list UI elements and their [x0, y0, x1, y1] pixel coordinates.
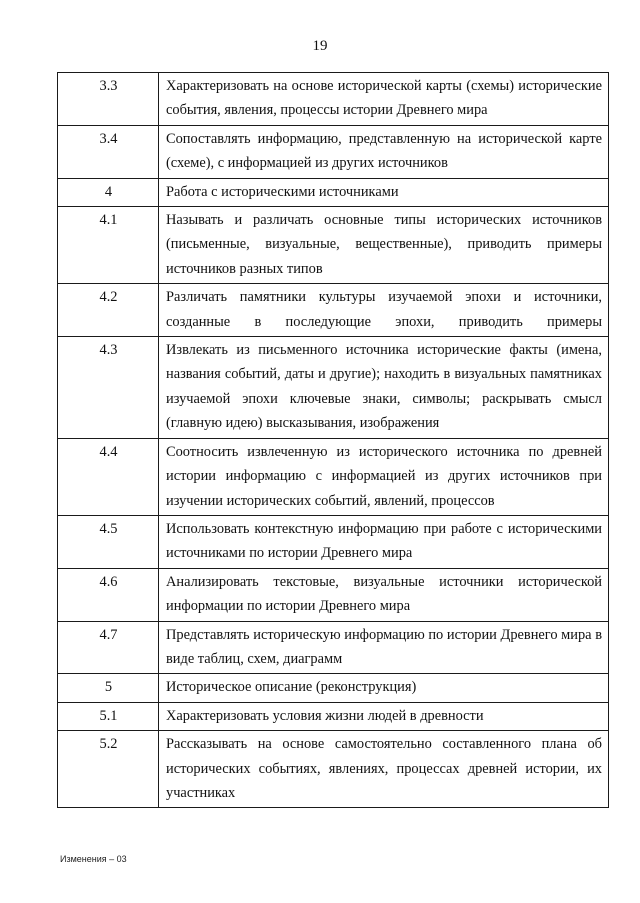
row-description: Сопоставлять информацию, представленную на исторической карте (схеме), с информацией из других источников — [159, 125, 609, 178]
row-description: Называть и различать основные типы исторических источников (письменные, визуальные, вещественные), приводить примеры источников разных типов — [159, 207, 609, 284]
row-description: Характеризовать условия жизни людей в древности — [159, 702, 609, 730]
table-row — [58, 337, 609, 439]
row-number: 4.2 — [58, 284, 159, 337]
row-number: 5 — [58, 674, 159, 702]
learning-outcomes-table — [57, 72, 609, 808]
table-row — [58, 702, 609, 730]
row-description: Использовать контекстную информацию при работе с историческими источниками по истории Древнего мира — [159, 515, 609, 568]
page-number: 19 — [312, 38, 328, 54]
table-row — [58, 568, 609, 621]
row-description: Соотносить извлеченную из исторического источника по древней истории информацию с информацией из других источников при изучении исторических событий, явлений, процессов — [159, 438, 609, 515]
row-description: Представлять историческую информацию по истории Древнего мира в виде таблиц, схем, диаграмм — [159, 621, 609, 674]
row-number: 4.6 — [58, 568, 159, 621]
row-number: 4.7 — [58, 621, 159, 674]
row-description: Различать памятники культуры изучаемой эпохи и источники, созданные в последующие эпохи, приводить примеры — [159, 284, 609, 337]
table-row — [58, 178, 609, 206]
row-description: Анализировать текстовые, визуальные источники исторической информации по истории Древнего мира — [159, 568, 609, 621]
row-description: Характеризовать на основе исторической карты (схемы) исторические события, явления, процессы истории Древнего мира — [159, 73, 609, 126]
row-description: Извлекать из письменного источника исторические факты (имена, названия событий, даты и другие); находить в визуальных памятниках изучаемой эпохи ключевые знаки, символы; раскрывать смысл (главную идею) высказывания, изображения — [159, 337, 609, 439]
row-number: 5.1 — [58, 702, 159, 730]
row-description: Работа с историческими источниками — [159, 178, 609, 206]
row-number: 3.4 — [58, 125, 159, 178]
row-number: 4.5 — [58, 515, 159, 568]
row-description: Историческое описание (реконструкция) — [159, 674, 609, 702]
table-row — [58, 438, 609, 515]
table-row — [58, 284, 609, 337]
row-number: 4.1 — [58, 207, 159, 284]
table-row — [58, 73, 609, 126]
revision-footer: Изменения – 03 — [60, 854, 127, 864]
table-row — [58, 731, 609, 808]
table-row — [58, 674, 609, 702]
row-number: 4.3 — [58, 337, 159, 439]
table-row — [58, 125, 609, 178]
row-number: 4.4 — [58, 438, 159, 515]
table-row — [58, 515, 609, 568]
table-row — [58, 621, 609, 674]
row-number: 3.3 — [58, 73, 159, 126]
table-row — [58, 207, 609, 284]
row-number: 5.2 — [58, 731, 159, 808]
row-number: 4 — [58, 178, 159, 206]
row-description: Рассказывать на основе самостоятельно составленного плана об исторических событиях, явлениях, процессах древней истории, их участниках — [159, 731, 609, 808]
